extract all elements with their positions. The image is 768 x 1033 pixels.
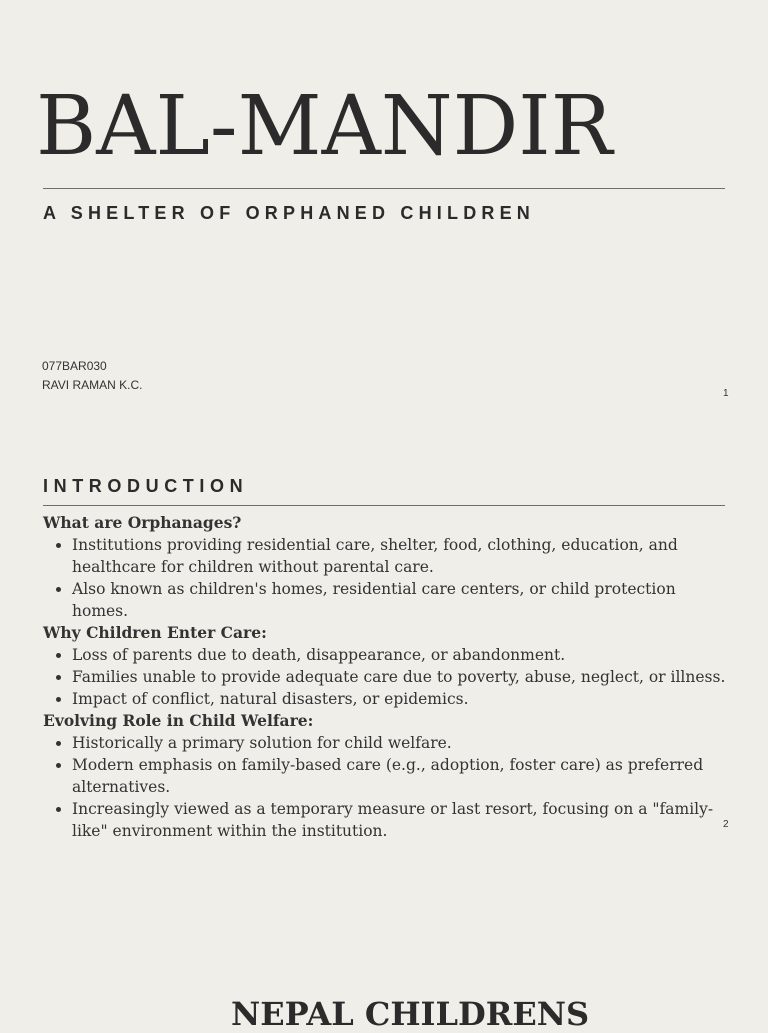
list-item: • Historically a primary solution for child welfare. bbox=[72, 732, 733, 754]
subheading-why-children-enter-care: Why Children Enter Care: bbox=[43, 623, 267, 642]
bullet-list bbox=[43, 644, 733, 710]
list-item: • Impact of conflict, natural disasters, or epidemics. bbox=[72, 688, 733, 710]
list-item: • Institutions providing residential care, shelter, food, clothing, education, and healthcare for children without parental care. bbox=[72, 534, 733, 578]
list-item: • Loss of parents due to death, disappearance, or abandonment. bbox=[72, 644, 733, 666]
author-name: RAVI RAMAN K.C. bbox=[42, 378, 143, 392]
next-page-title: NEPAL CHILDRENS bbox=[231, 995, 590, 1033]
student-id: 077BAR030 bbox=[42, 359, 107, 373]
subheading-what-are-orphanages: What are Orphanages? bbox=[43, 513, 242, 532]
list-item: • Also known as children's homes, residential care centers, or child protection homes. bbox=[72, 578, 733, 622]
section-heading-introduction: INTRODUCTION bbox=[43, 476, 249, 496]
section-divider bbox=[43, 505, 725, 506]
document-title: BAL-MANDIR bbox=[36, 79, 613, 174]
document-subtitle: A SHELTER OF ORPHANED CHILDREN bbox=[43, 203, 536, 223]
bullet-list bbox=[43, 534, 733, 622]
subheading-evolving-role: Evolving Role in Child Welfare: bbox=[43, 711, 314, 730]
title-divider bbox=[43, 188, 725, 189]
list-item: • Families unable to provide adequate care due to poverty, abuse, neglect, or illness. bbox=[72, 666, 733, 688]
list-item: • Modern emphasis on family-based care (e.g., adoption, foster care) as preferred alternatives. bbox=[72, 754, 733, 798]
page-number: 1 bbox=[723, 388, 729, 399]
list-item: • Increasingly viewed as a temporary measure or last resort, focusing on a "family-like" environment within the institution. bbox=[72, 798, 733, 842]
introduction-content bbox=[43, 512, 733, 842]
page-number: 2 bbox=[723, 819, 729, 830]
bullet-list bbox=[43, 732, 733, 842]
